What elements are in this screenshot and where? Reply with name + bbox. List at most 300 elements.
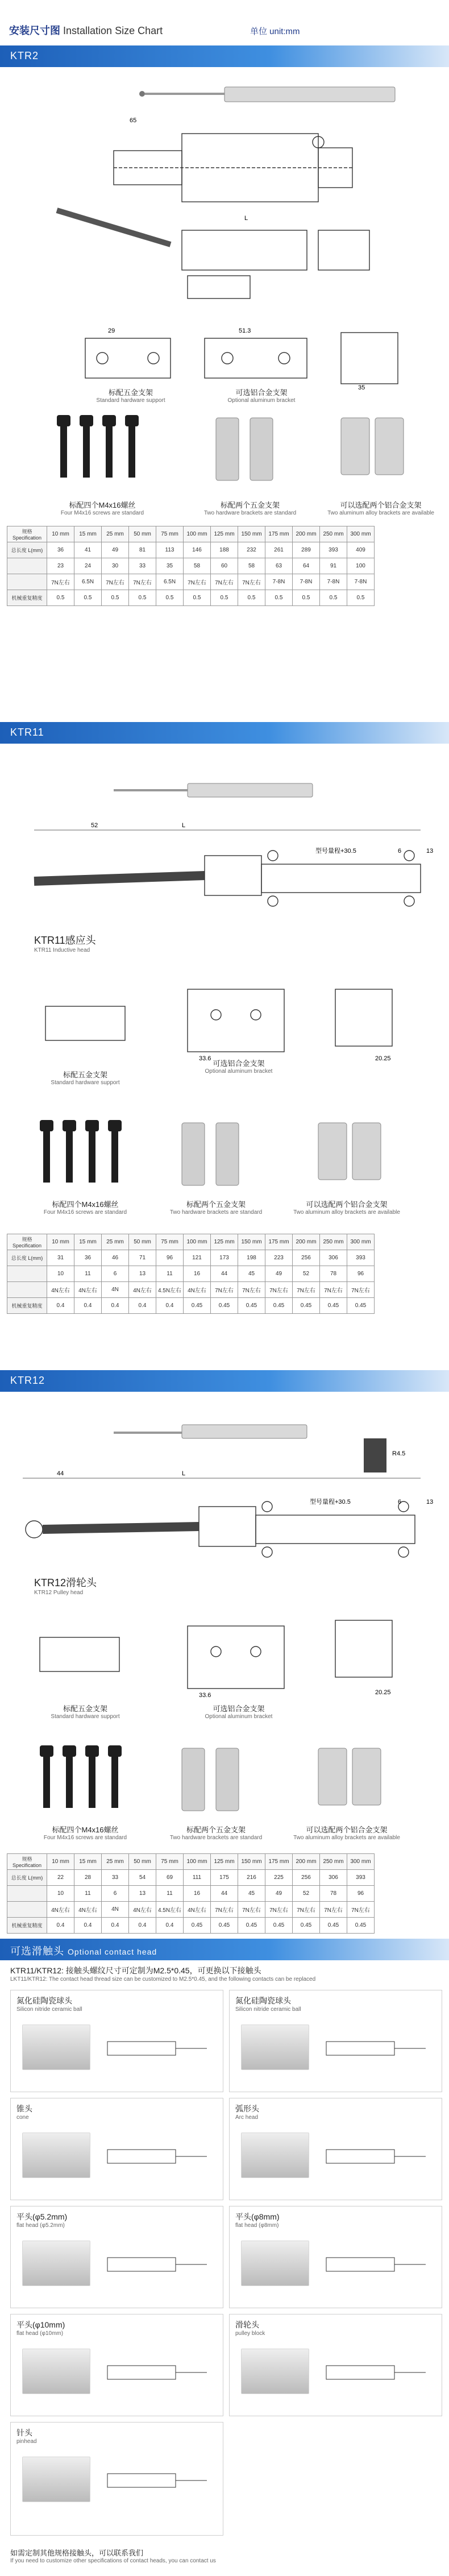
table-cell: 10 mm — [47, 1234, 74, 1250]
table-cell: 300 mm — [347, 1854, 375, 1870]
table-cell: 0.4 — [74, 1298, 102, 1314]
two-alu-caption: 可以选配两个铝合金支架 Two aluminum alloy brackets are available — [293, 1826, 400, 1841]
table-cell: 96 — [347, 1886, 375, 1902]
table-cell: 16 — [184, 1886, 211, 1902]
table-cell: 75 mm — [156, 1234, 184, 1250]
table-cell: 0.4 — [129, 1298, 156, 1314]
table-cell: 198 — [238, 1250, 265, 1266]
label-en: flat head (φ5.2mm) — [16, 2222, 65, 2229]
contact-head-card — [10, 1990, 223, 2092]
table-cell: 60 — [211, 558, 238, 574]
label-cn: 氮化硅陶瓷球头 — [235, 1996, 291, 2005]
table-cell: 100 mm — [184, 1234, 211, 1250]
table-cell: 0.5 — [293, 590, 320, 606]
section-title: KTR12 — [10, 1375, 45, 1386]
table-cell: 7N左右 — [211, 1902, 238, 1918]
contact-head-card — [229, 2206, 442, 2308]
screws-caption: 标配四个M4x16螺丝 Four M4x16 screws are standard — [60, 501, 144, 516]
table-cell: 91 — [320, 558, 347, 574]
table-cell: 7N左右 — [211, 1282, 238, 1298]
table-header-cell: 总长度 L(mm) — [7, 542, 47, 558]
table-cell: 49 — [102, 542, 129, 558]
table-header-cell: 规格 Specification — [7, 526, 47, 542]
table-cell: 7N左右 — [347, 1902, 375, 1918]
contact-head-card — [229, 2098, 442, 2200]
page-header — [0, 0, 449, 39]
label-en: pulley block — [235, 2330, 265, 2337]
table-cell: 71 — [129, 1250, 156, 1266]
label-cn: 平头(φ10mm) — [16, 2320, 65, 2329]
table-cell: 0.5 — [102, 590, 129, 606]
table-cell: 4.5N左右 — [156, 1282, 184, 1298]
table-cell: 4N左右 — [129, 1902, 156, 1918]
table-cell: 4N左右 — [184, 1282, 211, 1298]
table-cell: 44 — [211, 1266, 238, 1282]
table-cell: 216 — [238, 1870, 265, 1886]
table-cell: 111 — [184, 1870, 211, 1886]
table-cell: 150 mm — [238, 526, 265, 542]
table-cell: 261 — [265, 542, 293, 558]
table-cell: 150 mm — [238, 1234, 265, 1250]
contact-head-card — [10, 2314, 223, 2416]
table-cell: 4N左右 — [74, 1902, 102, 1918]
table-cell: 0.5 — [47, 590, 74, 606]
table-cell: 54 — [129, 1870, 156, 1886]
table-cell: 7-8N — [265, 574, 293, 590]
section-bar-ktr2 — [0, 45, 449, 67]
table-cell: 78 — [320, 1266, 347, 1282]
table-cell: 33 — [102, 1870, 129, 1886]
table-cell: 0.5 — [184, 590, 211, 606]
table-cell: 256 — [293, 1250, 320, 1266]
table-cell: 6.5N — [74, 574, 102, 590]
contact-head-photo — [241, 2133, 309, 2178]
ktr12-spec-table — [7, 1853, 375, 1934]
table-header-cell: 总长度 L(mm) — [7, 1250, 47, 1266]
table-cell: 11 — [156, 1886, 184, 1902]
contact-head-photo — [22, 2241, 90, 2286]
contact-head-photo — [241, 2349, 309, 2394]
table-cell: 0.4 — [47, 1918, 74, 1934]
table-cell: 0.45 — [265, 1298, 293, 1314]
section-title: KTR2 — [10, 50, 39, 61]
table-cell: 52 — [293, 1266, 320, 1282]
label-en: flat head (φ10mm) — [16, 2330, 64, 2337]
dim-label: 52 — [91, 822, 98, 829]
contact-head-drawing — [321, 2025, 434, 2076]
dim-label: 13 — [426, 1499, 434, 1505]
table-cell: 125 mm — [211, 1854, 238, 1870]
table-cell: 0.4 — [102, 1298, 129, 1314]
contact-head-photo — [241, 2025, 309, 2070]
table-cell: 0.5 — [320, 590, 347, 606]
table-cell: 10 — [47, 1266, 74, 1282]
table-cell: 35 — [156, 558, 184, 574]
table-cell: 25 mm — [102, 1234, 129, 1250]
table-cell: 52 — [293, 1886, 320, 1902]
contact-footer: 如需定制其他规格接触头，可以联系我们 If you need to customize other specifications of contact heads, you can contact us — [10, 2549, 216, 2564]
table-cell: 0.45 — [293, 1918, 320, 1934]
table-cell: 175 mm — [265, 1234, 293, 1250]
dim-label: L — [244, 215, 248, 222]
table-cell: 188 — [211, 542, 238, 558]
contact-head-photo — [22, 2457, 90, 2502]
hardware-brackets-photo — [216, 418, 273, 480]
table-cell: 0.45 — [347, 1298, 375, 1314]
contact-head-photo — [22, 2349, 90, 2394]
table-header-cell: 机械重复精度 — [7, 1918, 47, 1934]
contact-head-card — [10, 2206, 223, 2308]
table-cell: 78 — [320, 1886, 347, 1902]
table-cell: 81 — [129, 542, 156, 558]
ktr2-accessory-photos — [0, 409, 449, 500]
table-cell: 50 mm — [129, 526, 156, 542]
table-cell: 175 — [211, 1870, 238, 1886]
table-cell: 0.4 — [74, 1918, 102, 1934]
label-en: Silicon nitride ceramic ball — [235, 2006, 301, 2013]
two-alu-caption: 可以选配两个铝合金支架 Two aluminum alloy brackets are available — [327, 501, 434, 516]
table-cell: 7-8N — [293, 574, 320, 590]
table-cell: 100 mm — [184, 526, 211, 542]
hardware-brackets-photo — [182, 1123, 239, 1185]
table-header-cell: 机械重复精度 — [7, 590, 47, 606]
contact-head-drawing — [102, 2241, 215, 2292]
table-cell: 200 mm — [293, 1234, 320, 1250]
table-cell: 121 — [184, 1250, 211, 1266]
contact-desc: KTR11/KTR12: 接触头螺纹尺寸可定制为M2.5*0.45，可更换以下接触头 LKT11/KTR12: The contact head thread size can be customized to M2.5*0.45, and the following contacts can be replaced — [10, 1966, 316, 1982]
table-cell: 58 — [238, 558, 265, 574]
table-cell: 64 — [293, 558, 320, 574]
dim-label: R4.5 — [392, 1450, 406, 1457]
section-bar-ktr12 — [0, 1370, 449, 1392]
two-hw-caption: 标配两个五金支架 Two hardware brackets are standard — [169, 1826, 263, 1841]
table-cell: 31 — [47, 1250, 74, 1266]
table-cell: 0.45 — [184, 1298, 211, 1314]
table-cell: 13 — [129, 1266, 156, 1282]
unit-label: 单位 unit:mm — [250, 27, 300, 36]
dim-label: L — [182, 822, 186, 829]
std-support-caption: 标配五金支架 Standard hardware support — [51, 1704, 120, 1720]
table-cell: 22 — [47, 1870, 74, 1886]
screws-photo — [40, 1120, 122, 1183]
table-cell: 256 — [293, 1870, 320, 1886]
table-cell: 7N左右 — [129, 574, 156, 590]
table-cell: 7N左右 — [47, 574, 74, 590]
dim-label: 33.6 — [199, 1055, 211, 1062]
table-cell: 10 mm — [47, 526, 74, 542]
table-cell: 0.45 — [320, 1298, 347, 1314]
alu-brackets-photo — [341, 418, 404, 475]
table-cell: 0.45 — [238, 1298, 265, 1314]
table-cell: 0.45 — [211, 1298, 238, 1314]
table-cell: 11 — [156, 1266, 184, 1282]
table-header-cell: 规格 Specification — [7, 1234, 47, 1250]
ktr11-spec-table — [7, 1234, 375, 1314]
ktr12-caption: KTR12滑轮头 KTR12 Pulley head — [34, 1577, 97, 1596]
table-cell: 7N左右 — [265, 1902, 293, 1918]
table-cell: 15 mm — [74, 1234, 102, 1250]
dim-label: 型号量程+30.5 — [310, 1499, 351, 1505]
table-cell: 0.4 — [156, 1918, 184, 1934]
table-cell: 250 mm — [320, 1854, 347, 1870]
table-cell: 0.4 — [47, 1298, 74, 1314]
table-cell: 4N左右 — [74, 1282, 102, 1298]
table-cell: 7N左右 — [293, 1902, 320, 1918]
table-cell: 0.5 — [265, 590, 293, 606]
table-cell: 7N左右 — [265, 1282, 293, 1298]
contact-head-label — [235, 2103, 259, 2121]
contact-head-label — [16, 2103, 32, 2121]
table-cell: 0.45 — [320, 1918, 347, 1934]
table-cell: 4N左右 — [47, 1282, 74, 1298]
table-cell: 200 mm — [293, 526, 320, 542]
label-cn: 平头(φ8mm) — [235, 2212, 280, 2221]
table-cell: 46 — [102, 1250, 129, 1266]
section-bar-ktr11 — [0, 722, 449, 744]
table-cell: 306 — [320, 1870, 347, 1886]
table-cell: 30 — [102, 558, 129, 574]
table-cell: 393 — [320, 542, 347, 558]
table-header-cell — [7, 574, 47, 590]
table-cell: 45 — [238, 1886, 265, 1902]
ktr11-side-view — [34, 830, 421, 906]
table-cell: 0.5 — [211, 590, 238, 606]
table-cell: 0.45 — [238, 1918, 265, 1934]
table-cell: 300 mm — [347, 526, 375, 542]
contact-head-drawing — [102, 2133, 215, 2184]
table-cell: 393 — [347, 1870, 375, 1886]
section-title: KTR11 — [10, 727, 44, 738]
dim-label: L — [182, 1470, 186, 1477]
table-cell: 69 — [156, 1870, 184, 1886]
table-cell: 4.5N左右 — [156, 1902, 184, 1918]
table-cell: 11 — [74, 1886, 102, 1902]
ktr11-bracket-views — [45, 989, 392, 1052]
table-cell: 49 — [265, 1266, 293, 1282]
table-cell: 96 — [156, 1250, 184, 1266]
table-cell: 150 mm — [238, 1854, 265, 1870]
table-cell: 7N左右 — [347, 1282, 375, 1298]
table-cell: 393 — [347, 1250, 375, 1266]
table-cell: 0.45 — [265, 1918, 293, 1934]
contact-head-drawing — [321, 2133, 434, 2184]
ktr12-drawing — [0, 1399, 449, 1797]
opt-alu-caption: 可选铝合金支架 Optional aluminum bracket — [205, 1704, 273, 1720]
table-cell: 175 mm — [265, 526, 293, 542]
dim-label: 6 — [398, 848, 402, 854]
contact-head-card — [10, 2098, 223, 2200]
table-cell: 63 — [265, 558, 293, 574]
contact-head-label — [16, 2211, 67, 2229]
table-cell: 23 — [47, 558, 74, 574]
table-cell: 7N左右 — [320, 1902, 347, 1918]
table-cell: 100 — [347, 558, 375, 574]
table-cell: 45 — [238, 1266, 265, 1282]
screws-photo — [57, 415, 139, 478]
table-cell: 96 — [347, 1266, 375, 1282]
table-cell: 125 mm — [211, 526, 238, 542]
screws-photo — [40, 1745, 122, 1808]
table-cell: 41 — [74, 542, 102, 558]
table-header-cell — [7, 1886, 47, 1902]
label-cn: 锥头 — [16, 2104, 32, 2113]
table-header-cell: 规格 Specification — [7, 1854, 47, 1870]
table-cell: 7N左右 — [238, 1902, 265, 1918]
ktr2-spec-table — [7, 526, 375, 606]
table-cell: 175 mm — [265, 1854, 293, 1870]
table-cell: 113 — [156, 542, 184, 558]
label-cn: 滑轮头 — [235, 2320, 259, 2329]
contact-head-label — [16, 2319, 65, 2337]
table-cell: 306 — [320, 1250, 347, 1266]
contact-head-label — [235, 2319, 265, 2337]
opt-alu-caption: 可选铝合金支架 Optional aluminum bracket — [227, 388, 296, 404]
table-cell: 10 — [47, 1886, 74, 1902]
table-cell: 24 — [74, 558, 102, 574]
contact-head-drawing — [321, 2241, 434, 2292]
table-cell: 0.45 — [293, 1298, 320, 1314]
ktr11-product-photo — [114, 783, 313, 797]
table-header-cell — [7, 1266, 47, 1282]
label-en: Arc head — [235, 2114, 259, 2121]
ktr2-drawing — [0, 71, 449, 424]
alu-brackets-photo — [318, 1748, 381, 1805]
contact-head-card — [229, 1990, 442, 2092]
label-cn: 针头 — [16, 2428, 32, 2437]
dim-label: 51.3 — [239, 327, 251, 334]
table-cell: 0.4 — [102, 1918, 129, 1934]
ktr2-product-photo — [139, 87, 395, 102]
table-cell: 25 mm — [102, 1854, 129, 1870]
table-cell: 100 mm — [184, 1854, 211, 1870]
table-cell: 173 — [211, 1250, 238, 1266]
table-cell: 0.45 — [184, 1918, 211, 1934]
table-cell: 0.5 — [156, 590, 184, 606]
table-cell: 6.5N — [156, 574, 184, 590]
contact-head-photo — [22, 2025, 90, 2070]
contact-head-label — [16, 2427, 37, 2445]
table-cell: 4N — [102, 1282, 129, 1298]
table-header-cell: 总长度 L(mm) — [7, 1870, 47, 1886]
table-cell: 33 — [129, 558, 156, 574]
std-support-caption: 标配五金支架 Standard hardware support — [51, 1071, 120, 1086]
table-cell: 146 — [184, 542, 211, 558]
table-cell: 49 — [265, 1886, 293, 1902]
two-hw-caption: 标配两个五金支架 Two hardware brackets are standard — [203, 501, 297, 516]
table-cell: 0.5 — [74, 590, 102, 606]
section-bar-contact — [0, 1939, 449, 1960]
contact-head-label — [235, 1995, 301, 2013]
contact-head-drawing — [102, 2025, 215, 2076]
two-alu-caption: 可以选配两个铝合金支架 Two aluminum alloy brackets are available — [293, 1200, 400, 1216]
table-cell: 50 mm — [129, 1854, 156, 1870]
table-header-cell — [7, 1902, 47, 1918]
dim-label: 13 — [426, 848, 434, 854]
table-header-cell: 机械重复精度 — [7, 1298, 47, 1314]
ktr12-side-view — [23, 1478, 421, 1557]
table-cell: 16 — [184, 1266, 211, 1282]
table-cell: 75 mm — [156, 1854, 184, 1870]
ktr12-product-photo — [114, 1425, 386, 1472]
table-cell: 0.5 — [238, 590, 265, 606]
contact-head-label — [16, 1995, 82, 2013]
label-en: Silicon nitride ceramic ball — [16, 2006, 82, 2013]
table-cell: 232 — [238, 542, 265, 558]
contact-head-label — [235, 2211, 280, 2229]
dim-label: 20.25 — [375, 1689, 391, 1696]
table-cell: 6 — [102, 1886, 129, 1902]
table-cell: 225 — [265, 1870, 293, 1886]
table-cell: 4N — [102, 1902, 129, 1918]
contact-head-drawing — [321, 2349, 434, 2400]
contact-head-drawing — [102, 2349, 215, 2400]
opt-alu-caption: 可选铝合金支架 Optional aluminum bracket — [205, 1059, 273, 1075]
dim-label: 型号量程+30.5 — [315, 848, 356, 854]
label-en: cone — [16, 2114, 29, 2121]
ktr11-caption: KTR11感应头 KTR11 Inductive head — [34, 935, 96, 953]
table-cell: 7N左右 — [293, 1282, 320, 1298]
table-cell: 4N左右 — [184, 1902, 211, 1918]
contact-head-drawing — [102, 2457, 215, 2508]
table-header-cell — [7, 558, 47, 574]
ktr12-accessory-photos — [0, 1740, 449, 1825]
label-cn: 平头(φ5.2mm) — [16, 2212, 68, 2221]
contact-head-photo — [22, 2133, 90, 2178]
hardware-brackets-photo — [182, 1748, 239, 1811]
title-en: Installation Size Chart — [63, 25, 163, 36]
table-cell: 10 mm — [47, 1854, 74, 1870]
table-cell: 0.45 — [347, 1918, 375, 1934]
table-cell: 125 mm — [211, 1234, 238, 1250]
dim-label: 44 — [57, 1470, 64, 1477]
table-cell: 36 — [74, 1250, 102, 1266]
table-cell: 75 mm — [156, 526, 184, 542]
label-en: pinhead — [16, 2438, 37, 2445]
dim-label: 65 — [130, 117, 137, 124]
screws-caption: 标配四个M4x16螺丝 Four M4x16 screws are standard — [43, 1200, 127, 1216]
table-cell: 250 mm — [320, 1234, 347, 1250]
label-cn: 弧形头 — [235, 2104, 259, 2113]
table-cell: 7-8N — [320, 574, 347, 590]
contact-head-card — [10, 2422, 223, 2536]
table-cell: 4N左右 — [47, 1902, 74, 1918]
table-cell: 7N左右 — [184, 574, 211, 590]
table-cell: 7N左右 — [320, 1282, 347, 1298]
table-cell: 36 — [47, 542, 74, 558]
table-cell: 25 mm — [102, 526, 129, 542]
contact-head-card — [229, 2314, 442, 2416]
table-cell: 7N左右 — [211, 574, 238, 590]
label-en: flat head (φ8mm) — [235, 2222, 279, 2229]
contact-head-photo — [241, 2241, 309, 2286]
two-hw-caption: 标配两个五金支架 Two hardware brackets are standard — [169, 1200, 263, 1216]
section-title: 可选滑触头 Optional contact head — [10, 1946, 157, 1957]
table-cell: 409 — [347, 542, 375, 558]
dim-label: 20.25 — [375, 1055, 391, 1062]
ktr12-bracket-views — [40, 1620, 392, 1689]
table-cell: 7N左右 — [238, 574, 265, 590]
table-cell: 15 mm — [74, 1854, 102, 1870]
table-cell: 7N左右 — [238, 1282, 265, 1298]
table-cell: 0.5 — [129, 590, 156, 606]
dim-label: 33.6 — [199, 1692, 211, 1699]
table-cell: 6 — [102, 1266, 129, 1282]
screws-caption: 标配四个M4x16螺丝 Four M4x16 screws are standard — [43, 1826, 127, 1841]
std-support-caption: 标配五金支架 Standard hardware support — [96, 388, 165, 404]
table-cell: 300 mm — [347, 1234, 375, 1250]
alu-brackets-photo — [318, 1123, 381, 1180]
table-cell: 58 — [184, 558, 211, 574]
